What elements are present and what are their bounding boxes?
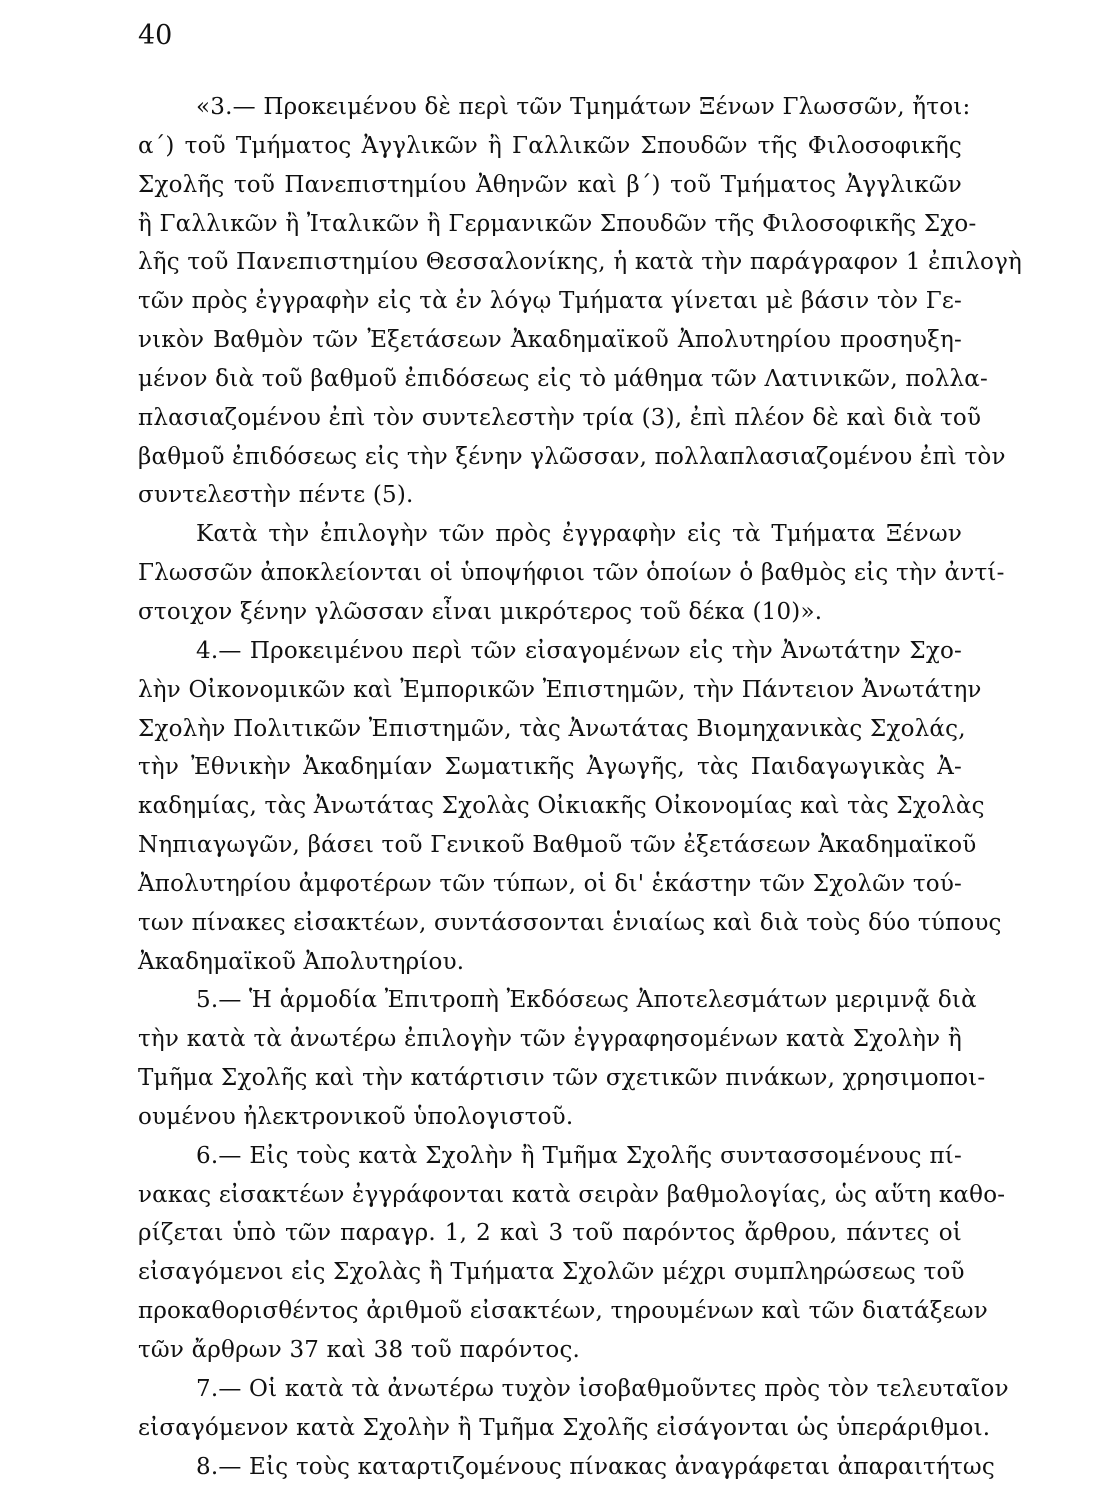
text-line: των πίνακες εἰσακτέων, συντάσσονται ἑνιαίως καὶ διὰ τοὺς δύο τύπους (138, 909, 1002, 936)
paragraph-item-6 (138, 1137, 1006, 1370)
text-line: νικὸν Βαθμὸν τῶν Ἐξετάσεων Ἀκαδημαϊκοῦ Ἀπολυτηρίου προσηυξη- (138, 327, 962, 354)
text-line: στοιχον ξένην γλῶσσαν εἶναι μικρότερος τοῦ δέκα (10)». (138, 598, 823, 625)
text-line: τῶν ἄρθρων 37 καὶ 38 τοῦ παρόντος. (138, 1337, 581, 1363)
text-line: πλασιαζομένου ἐπὶ τὸν συντελεστὴν τρία (3), ἐπὶ πλέον δὲ καὶ διὰ τοῦ (138, 404, 982, 431)
text-line: Τμῆμα Σχολῆς καὶ τὴν κατάρτισιν τῶν σχετικῶν πινάκων, χρησιμοποι- (138, 1065, 986, 1092)
body-text (138, 88, 1023, 1486)
text-line: νακας εἰσακτέων ἐγγράφονται κατὰ σειρὰν βαθμολογίας, ὡς αὕτη καθο- (138, 1181, 1006, 1208)
text-line: Σχολὴν Πολιτικῶν Ἐπιστημῶν, τὰς Ἀνωτάτας Βιομηχανικὰς Σχολάς, (138, 715, 966, 742)
paragraph-item-3 (138, 88, 1023, 515)
text-line: α΄) τοῦ Τμήματος Ἀγγλικῶν ἢ Γαλλικῶν Σπουδῶν τῆς Φιλοσοφικῆς (138, 132, 962, 159)
text-line: τὴν Ἐθνικὴν Ἀκαδημίαν Σωματικῆς Ἀγωγῆς, τὰς Παιδαγωγικὰς Ἀ- (138, 754, 962, 781)
text-line: Νηπιαγωγῶν, βάσει τοῦ Γενικοῦ Βαθμοῦ τῶν ἐξετάσεων Ἀκαδημαϊκοῦ (138, 832, 977, 859)
text-line: εἰσαγόμενοι εἰς Σχολὰς ἢ Τμήματα Σχολῶν μέχρι συμπληρώσεως τοῦ (138, 1259, 965, 1286)
text-line: λῆς τοῦ Πανεπιστημίου Θεσσαλονίκης, ἡ κατὰ τὴν παράγραφον 1 ἐπιλογὴ (138, 249, 1023, 276)
text-line: Ἀπολυτηρίου ἀμφοτέρων τῶν τύπων, οἱ δι' ἑκάστην τῶν Σχολῶν τού- (138, 870, 962, 897)
text-line: καδημίας, τὰς Ἀνωτάτας Σχολὰς Οἰκιακῆς Οἰκονομίας καὶ τὰς Σχολὰς (138, 793, 985, 820)
paragraph-item-5 (138, 981, 986, 1136)
text-line: ρίζεται ὑπὸ τῶν παραγρ. 1, 2 καὶ 3 τοῦ παρόντος ἄρθρου, πάντες οἱ (138, 1220, 962, 1247)
page-number: 40 (138, 20, 173, 51)
text-line: 4.— Προκειμένου περὶ τῶν εἰσαγομένων εἰς τὴν Ἀνωτάτην Σχο- (196, 637, 962, 664)
text-line: συντελεστὴν πέντε (5). (138, 482, 414, 509)
text-line: λὴν Οἰκονομικῶν καὶ Ἐμπορικῶν Ἐπιστημῶν, τὴν Πάντειον Ἀνωτάτην (138, 676, 982, 703)
text-line: Κατὰ τὴν ἐπιλογὴν τῶν πρὸς ἐγγραφὴν εἰς τὰ Τμήματα Ξένων (196, 521, 962, 548)
paragraph-exclusion (138, 515, 1005, 632)
text-line: μένον διὰ τοῦ βαθμοῦ ἐπιδόσεως εἰς τὸ μάθημα τῶν Λατινικῶν, πολλα- (138, 365, 988, 392)
text-line: ἢ Γαλλικῶν ἢ Ἰταλικῶν ἢ Γερμανικῶν Σπουδῶν τῆς Φιλοσοφικῆς Σχο- (138, 210, 977, 237)
text-line: Σχολῆς τοῦ Πανεπιστημίου Ἀθηνῶν καὶ β΄) τοῦ Τμήματος Ἀγγλικῶν (138, 171, 962, 198)
text-line: 7.— Οἱ κατὰ τὰ ἀνωτέρω τυχὸν ἰσοβαθμοῦντες πρὸς τὸν τελευταῖον (196, 1375, 1009, 1402)
text-line: 6.— Εἰς τοὺς κατὰ Σχολὴν ἢ Τμῆμα Σχολῆς συντασσομένους πί- (196, 1142, 962, 1169)
text-line: τὴν κατὰ τὰ ἀνωτέρω ἐπιλογὴν τῶν ἐγγραφησομένων κατὰ Σχολὴν ἢ (138, 1026, 962, 1053)
text-line: ουμένου ἠλεκτρονικοῦ ὑπολογιστοῦ. (138, 1103, 574, 1130)
paragraph-item-7 (138, 1370, 1009, 1448)
text-line: βαθμοῦ ἐπιδόσεως εἰς τὴν ξένην γλῶσσαν, πολλαπλασιαζομένου ἐπὶ τὸν (138, 443, 1006, 470)
text-line: Ἀκαδημαϊκοῦ Ἀπολυτηρίου. (138, 948, 465, 975)
paragraph-item-4 (138, 632, 1002, 982)
text-line: 8.— Εἰς τοὺς καταρτιζομένους πίνακας ἀναγράφεται ἀπαραιτήτως (196, 1453, 995, 1480)
text-line: 5.— Ἡ ἁρμοδία Ἐπιτροπὴ Ἐκδόσεως Ἀποτελεσμάτων μεριμνᾷ διὰ (196, 987, 977, 1014)
text-line: Γλωσσῶν ἀποκλείονται οἱ ὑποψήφιοι τῶν ὁποίων ὁ βαθμὸς εἰς τὴν ἀντί- (138, 560, 1005, 587)
text-line: τῶν πρὸς ἐγγραφὴν εἰς τὰ ἐν λόγῳ Τμήματα γίνεται μὲ βάσιν τὸν Γε- (138, 288, 962, 315)
text-line: προκαθορισθέντος ἀριθμοῦ εἰσακτέων, τηρουμένων καὶ τῶν διατάξεων (138, 1298, 988, 1325)
text-line: εἰσαγόμενον κατὰ Σχολὴν ἢ Τμῆμα Σχολῆς εἰσάγονται ὡς ὑπεράριθμοι. (138, 1414, 991, 1441)
paragraph-item-8 (138, 1448, 995, 1487)
text-line: «3.— Προκειμένου δὲ περὶ τῶν Τμημάτων Ξένων Γλωσσῶν, ἤτοι: (196, 94, 971, 120)
